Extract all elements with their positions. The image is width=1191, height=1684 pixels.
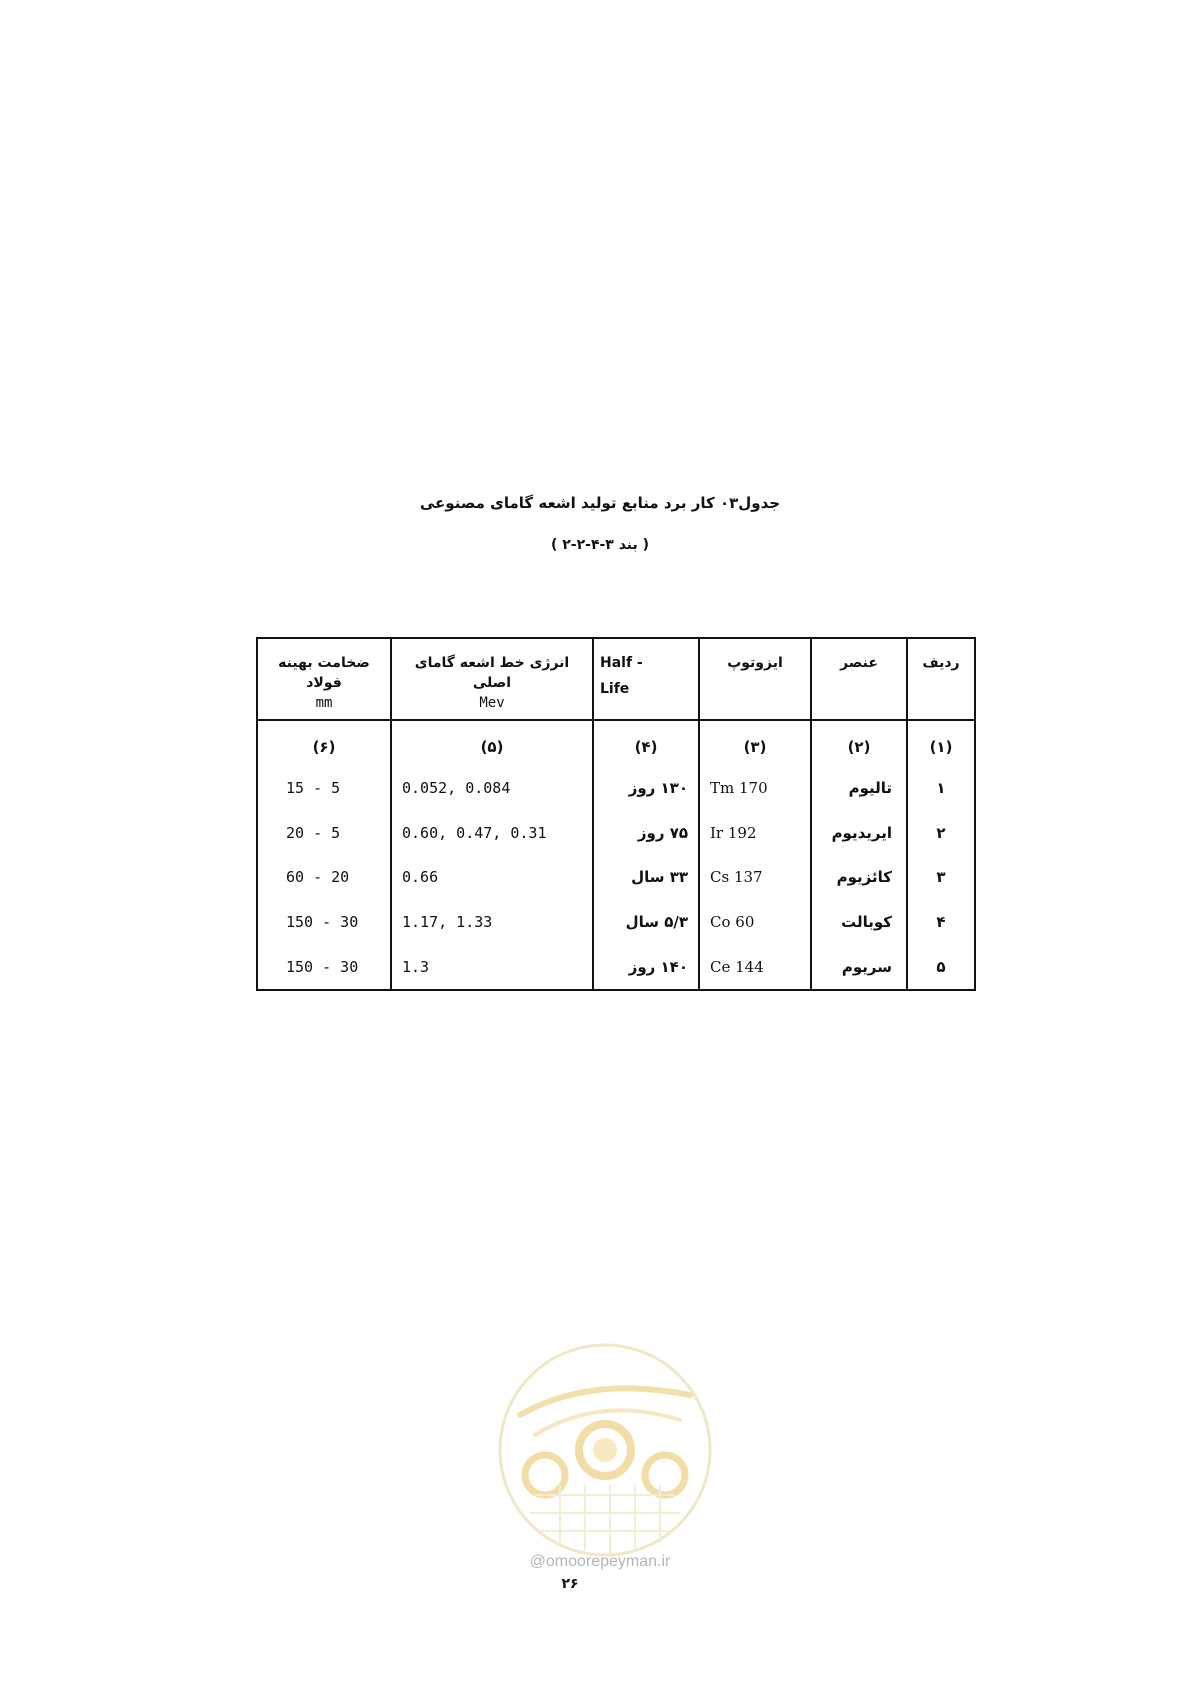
- half-life-value: ۱۴۰ روز: [593, 944, 699, 990]
- column-number: (۴): [593, 720, 699, 766]
- watermark-logo-icon: [490, 1335, 720, 1565]
- header-energy-unit: Mev: [479, 695, 505, 711]
- table-row: [257, 900, 975, 945]
- gamma-energy-value: 0.66: [391, 855, 593, 900]
- watermark-site: @omoorepeyman.ir: [529, 1553, 671, 1570]
- steel-thickness-range: 20 - 5: [257, 810, 391, 855]
- isotope-symbol: Cs 137: [699, 855, 811, 900]
- page-number: ۲۶: [561, 1576, 579, 1592]
- header-half-life-line1: Half -: [600, 655, 643, 671]
- header-thickness-label: ضخامت بهینه فولاد: [278, 655, 370, 691]
- isotope-symbol: Ce 144: [699, 944, 811, 990]
- isotope-symbol: Co 60: [699, 900, 811, 945]
- element-name: کائزیوم: [811, 855, 907, 900]
- element-name: سریوم: [811, 944, 907, 990]
- element-name: تالیوم: [811, 766, 907, 811]
- gamma-energy-value: 0.60, 0.47, 0.31: [391, 810, 593, 855]
- table-row: [257, 810, 975, 855]
- table-row: [257, 855, 975, 900]
- isotope-symbol: Tm 170: [699, 766, 811, 811]
- gamma-energy-value: 0.052, 0.084: [391, 766, 593, 811]
- header-energy: [391, 638, 593, 720]
- column-number-row: [257, 720, 975, 766]
- table-subtitle: ( بند ۳-۴-۲-۲ ): [550, 537, 650, 553]
- gamma-energy-value: 1.17, 1.33: [391, 900, 593, 945]
- gamma-energy-value: 1.3: [391, 944, 593, 990]
- column-number: (۱): [907, 720, 975, 766]
- row-number: ۱: [907, 766, 975, 811]
- half-life-value: ۱۳۰ روز: [593, 766, 699, 811]
- header-thickness-unit: mm: [315, 695, 333, 711]
- element-name: ایریدیوم: [811, 810, 907, 855]
- column-number: (۶): [257, 720, 391, 766]
- row-number: ۲: [907, 810, 975, 855]
- row-number: ۴: [907, 900, 975, 945]
- header-energy-label: انرژی خط اشعه گامای اصلی: [414, 655, 570, 691]
- half-life-value: ۳۳ سال: [593, 855, 699, 900]
- element-name: کوبالت: [811, 900, 907, 945]
- header-row: [257, 638, 975, 720]
- steel-thickness-range: 60 - 20: [257, 855, 391, 900]
- half-life-value: ۵/۳ سال: [593, 900, 699, 945]
- steel-thickness-range: 15 - 5: [257, 766, 391, 811]
- isotope-symbol: Ir 192: [699, 810, 811, 855]
- steel-thickness-range: 150 - 30: [257, 944, 391, 990]
- column-number: (۳): [699, 720, 811, 766]
- table-row: [257, 944, 975, 990]
- steel-thickness-range: 150 - 30: [257, 900, 391, 945]
- half-life-value: ۷۵ روز: [593, 810, 699, 855]
- column-number: (۵): [391, 720, 593, 766]
- header-half-life: [593, 638, 699, 720]
- header-half-life-line2: Life: [600, 681, 630, 697]
- header-element: عنصر: [811, 638, 907, 720]
- header-thickness: [257, 638, 391, 720]
- header-isotope: ایزوتوپ: [699, 638, 811, 720]
- row-number: ۵: [907, 944, 975, 990]
- gamma-sources-table: [256, 637, 976, 991]
- column-number: (۲): [811, 720, 907, 766]
- table-row: [257, 766, 975, 811]
- row-number: ۳: [907, 855, 975, 900]
- header-row-no: ردیف: [907, 638, 975, 720]
- table-title: جدول۰۳ کار برد منابع تولید اشعه گامای مصنوعی: [419, 494, 781, 512]
